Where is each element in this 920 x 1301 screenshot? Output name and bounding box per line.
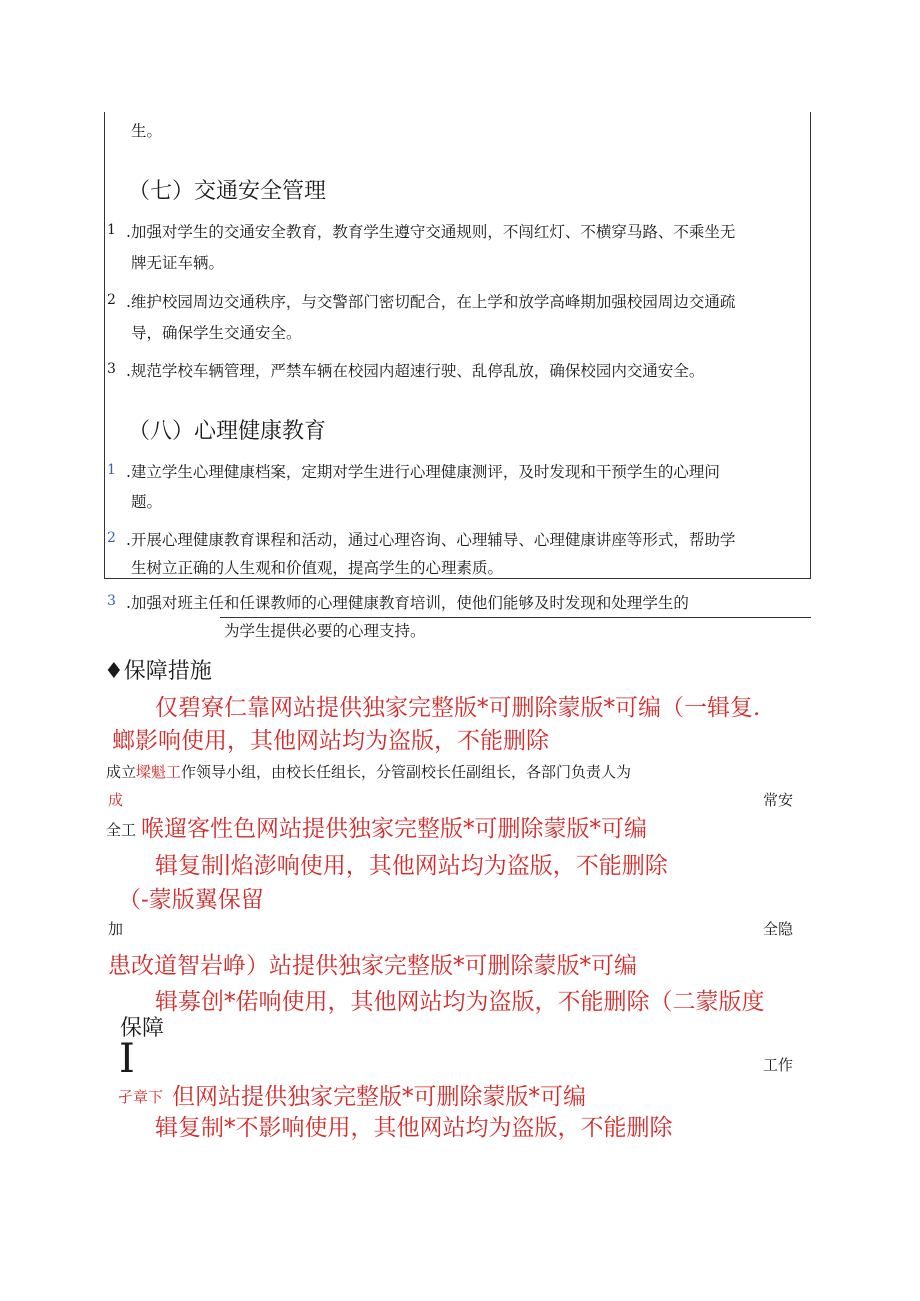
list-item-line: .规范学校车辆管理，严禁车辆在校园内超速行驶、乱停乱放，确保校园内交通安全。 bbox=[126, 362, 705, 380]
section-8-title: （八）心理健康教育 bbox=[128, 419, 327, 444]
table-border-left bbox=[104, 112, 105, 579]
list-number: 3 bbox=[107, 593, 116, 609]
paragraph-line bbox=[106, 761, 631, 782]
list-item-line: 牌无证车辆。 bbox=[131, 254, 225, 272]
list-number: 2 bbox=[107, 292, 116, 308]
list-item-line: 导，确保学生交通安全。 bbox=[131, 324, 302, 342]
list-number: 2 bbox=[107, 530, 116, 546]
text-fragment: 常安 bbox=[763, 791, 794, 809]
watermark-text: 辑复制∣焰澎响使用，其他网站均为盗版，不能删除 bbox=[155, 853, 668, 879]
list-item-line: 题。 bbox=[131, 493, 163, 511]
watermark-inline: 孑章下 bbox=[118, 1088, 164, 1106]
watermark-text: 喉遛客性色网站提供独家完整版*可删除蒙版*可编 bbox=[141, 816, 647, 842]
paragraph-text: 作领导小组，由校长任组长，分管副校长任副组长，各部门负责人为 bbox=[181, 763, 632, 781]
table-border-right bbox=[810, 112, 811, 579]
watermark-text: 仅碧寮仁靠网站提供独家完整版*可删除蒙版*可编（一辑复. bbox=[155, 695, 761, 721]
watermark-text: （-蒙版翼保留 bbox=[118, 887, 264, 913]
watermark-text: 螂影响使用，其他网站均为盗版，不能删除 bbox=[112, 728, 549, 754]
section-7-title: （七）交通安全管理 bbox=[128, 179, 327, 204]
paragraph-prefix: 成立 bbox=[106, 763, 137, 781]
list-item-line: 为学生提供必要的心理支持。 bbox=[224, 622, 426, 640]
list-item-line: .维护校园周边交通秩序，与交警部门密切配合，在上学和放学高峰期加强校园周边交通疏 bbox=[126, 293, 736, 311]
text-fragment: 工作 bbox=[763, 1056, 794, 1074]
guarantee-heading: ♦保障措施 bbox=[104, 659, 212, 684]
text-fragment: 全隐 bbox=[763, 920, 794, 938]
list-number: 1 bbox=[107, 462, 116, 478]
text-fragment: 成 bbox=[108, 791, 124, 809]
list-number: 1 bbox=[107, 222, 116, 238]
watermark-text: 辑复制*不影响使用，其他网站均为盗版，不能删除 bbox=[155, 1115, 673, 1141]
text-fragment: 全工 bbox=[106, 821, 137, 839]
watermark-inline: 墚魁工 bbox=[136, 763, 182, 781]
list-item-line: 生树立正确的人生观和价值观，提高学生的心理素质。 bbox=[131, 559, 504, 577]
list-item-line: .加强对学生的交通安全教育，教育学生遵守交通规则，不闯红灯、不横穿马路、不乘坐无 bbox=[126, 223, 736, 241]
watermark-text: 但网站提供独家完整版*可删除蒙版*可编 bbox=[172, 1084, 586, 1110]
text-cursor-fragment: I bbox=[119, 1036, 135, 1082]
list-number: 3 bbox=[107, 361, 116, 377]
text-fragment-top: 生。 bbox=[131, 122, 163, 140]
list-item-line: .开展心理健康教育课程和活动，通过心理咨询、心理辅导、心理健康讲座等形式，帮助学 bbox=[126, 531, 736, 549]
text-fragment: 加 bbox=[108, 920, 124, 938]
text-fragment: 保障 bbox=[120, 1016, 165, 1041]
list-item-line: .建立学生心理健康档案，定期对学生进行心理健康测评，及时发现和干预学生的心理问 bbox=[126, 463, 720, 481]
watermark-text: 辑募创*偌响使用，其他网站均为盗版，不能删除（二蒙版度 bbox=[155, 989, 765, 1015]
watermark-text: 患改道智岩峥）站提供独家完整版*可删除蒙版*可编 bbox=[108, 953, 637, 979]
list-item-line: .加强对班主任和任课教师的心理健康教育培训，使他们能够及时发现和处理学生的 bbox=[126, 594, 689, 612]
